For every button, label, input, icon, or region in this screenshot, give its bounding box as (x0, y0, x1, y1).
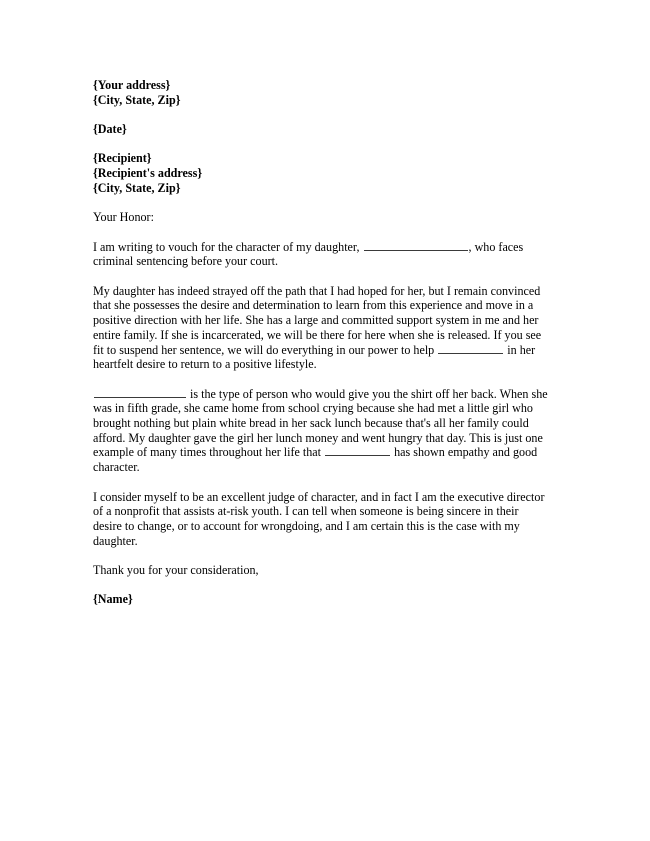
salutation: Your Honor: (93, 210, 154, 225)
fill-in-blank-name-2[interactable] (438, 343, 503, 354)
paragraph-3-text-after-blank: has shown empathy and good character. (93, 445, 538, 475)
body-paragraph-4: I consider myself to be an excellent judge of character, and in fact I am the executive director of a nonprofit that assists at-risk youth. I can tell when someone is being sincere in their desire to change, or to account for wrongdoing, and I am certain this is the case with my daughter. (93, 489, 545, 548)
date-placeholder: {Date} (93, 122, 127, 137)
paragraph-1-text-after-blank: , who faces criminal sentencing before your court. (93, 239, 524, 269)
sender-address-block (93, 78, 549, 107)
letter-body (93, 78, 549, 607)
paragraph-2-text-before-blank: My daughter has indeed strayed off the path that I had hoped for her, but I remain convinced that she possesses the desire and determination to learn from this experience and move in a positive direction with her life. She has a large and committed support system in me and her entire family. If she is incarcerated, we will be there for here when she is released. If you see fit to suspend her sentence, we will do everything in our power to help (93, 283, 542, 357)
sender-address-line-2: {City, State, Zip} (93, 92, 181, 107)
paragraph-1-text-before-blank: I am writing to vouch for the character of my daughter, (93, 239, 363, 254)
recipient-address-block (93, 151, 549, 195)
paragraph-2-text-after-blank: in her heartfelt desire to return to a positive lifestyle. (93, 342, 536, 372)
date-block (93, 122, 549, 137)
recipient-name-line: {Recipient} (93, 151, 152, 166)
paragraph-3-text-middle: is the type of person who would give you the shirt off her back. When she was in fifth grade, she came home from school crying because she had met a little girl who brought nothing but plain white bread in her sack lunch because that's all her family could afford. My daughter gave the girl her lunch money and went hungry that day. This is just one example of many times throughout her life that (93, 386, 548, 460)
body-paragraph-2 (93, 284, 549, 372)
signature-placeholder: {Name} (93, 592, 133, 607)
fill-in-blank-name-3[interactable] (94, 387, 186, 398)
fill-in-blank-name-1[interactable] (364, 240, 468, 251)
body-paragraph-3 (93, 387, 549, 475)
recipient-address-line-3: {City, State, Zip} (93, 180, 181, 195)
closing-line: Thank you for your consideration, (93, 563, 259, 578)
body-paragraph-1 (93, 240, 549, 269)
sender-address-line-1: {Your address} (93, 78, 171, 92)
recipient-address-line-2: {Recipient's address} (93, 166, 203, 181)
fill-in-blank-name-4[interactable] (325, 446, 390, 457)
